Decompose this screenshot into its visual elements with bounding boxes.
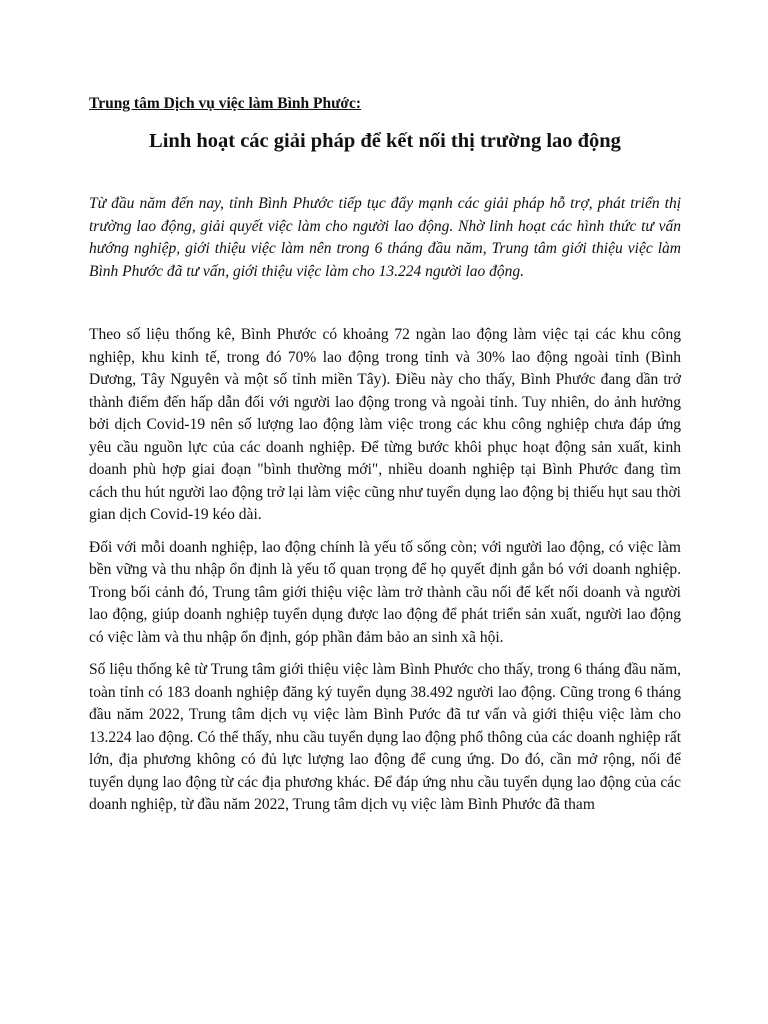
body-paragraph-1: Theo số liệu thống kê, Bình Phước có khoảng 72 ngàn lao động làm việc tại các khu công nghiệp, khu kinh tế, trong đó 70% lao động trong tỉnh và 30% lao động ngoài tỉnh (Bình Dương, Tây Nguyên và một số tỉnh miền Tây). Điều này cho thấy, Bình Phước đang dần trở thành điểm đến hấp dẫn đối với người lao động trong và ngoài tỉnh. Tuy nhiên, do ảnh hưởng bởi dịch Covid-19 nên số lượng lao động làm việc trong các khu công nghiệp chưa đáp ứng yêu cầu nguồn lực của các doanh nghiệp. Để từng bước khôi phục hoạt động sản xuất, kinh doanh phù hợp giai đoạn "bình thường mới", nhiều doanh nghiệp tại Bình Phước đang tìm cách thu hút người lao động trở lại làm việc cũng như tuyển dụng lao động bị thiếu hụt sau thời gian dịch Covid-19 kéo dài.: [89, 326, 681, 523]
article-title: Linh hoạt các giải pháp để kết nối thị trường lao động: [149, 130, 621, 152]
lead-paragraph: Từ đầu năm đến nay, tỉnh Bình Phước tiếp tục đẩy mạnh các giải pháp hỗ trợ, phát triển thị trường lao động, giải quyết việc làm cho người lao động. Nhờ linh hoạt các hình thức tư vấn hướng nghiệp, giới thiệu việc làm nên trong 6 tháng đầu năm, Trung tâm giới thiệu việc làm Bình Phước đã tư vấn, giới thiệu việc làm cho 13.224 người lao động.: [89, 195, 681, 280]
body-paragraph-2: Đối với mỗi doanh nghiệp, lao động chính là yếu tố sống còn; với người lao động, có việc làm bền vững và thu nhập ổn định là yếu tố quan trọng để họ quyết định gắn bó với doanh nghiệp. Trong bối cảnh đó, Trung tâm giới thiệu việc làm trở thành cầu nối để kết nối doanh và người lao động, giúp doanh nghiệp tuyển dụng được lao động để phát triển sản xuất, người lao động có việc làm và thu nhập ổn định, góp phần đảm bảo an sinh xã hội.: [89, 538, 681, 646]
body-paragraph-3: Số liệu thống kê từ Trung tâm giới thiệu việc làm Bình Phước cho thấy, trong 6 tháng đầu năm, toàn tỉnh có 183 doanh nghiệp đăng ký tuyển dụng 38.492 người lao động. Cũng trong 6 tháng đầu năm 2022, Trung tâm dịch vụ việc làm Bình Pước đã tư vấn và giới thiệu việc làm cho 13.224 lao động. Có thể thấy, nhu cầu tuyển dụng lao động phổ thông của các doanh nghiệp rất lớn, địa phương không có đủ lực lượng lao động để cung ứng. Do đó, cần mở rộng, nối để tuyển dụng lao động từ các địa phương khác. Để đáp ứng nhu cầu tuyển dụng lao động của các doanh nghiệp, từ đầu năm 2022, Trung tâm dịch vụ việc làm Bình Phước đã tham: [89, 661, 681, 813]
document-page: [89, 94, 681, 827]
article-body: [89, 324, 681, 817]
source-line: Trung tâm Dịch vụ việc làm Bình Phước:: [89, 95, 362, 112]
